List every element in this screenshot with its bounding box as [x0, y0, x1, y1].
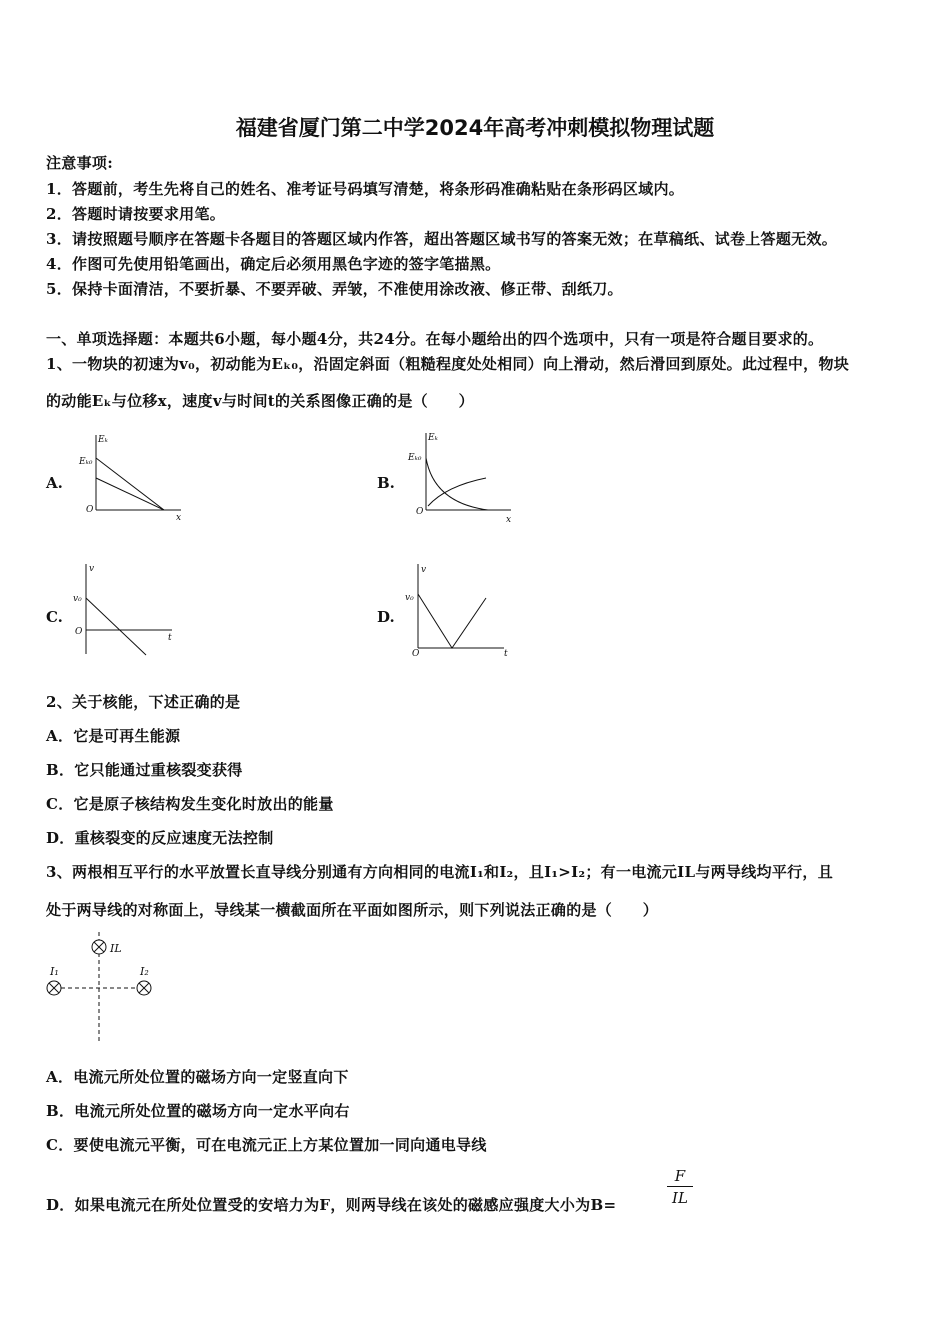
question-2-stem: 2、关于核能，下述正确的是	[46, 693, 241, 711]
label-i2: I₂	[140, 965, 149, 978]
axis-label-v0: v₀	[73, 594, 82, 604]
axis-label-ek0: Eₖ₀	[79, 457, 93, 467]
question-1-stem-cont: 的动能Eₖ与位移x，速度v与时间t的关系图像正确的是（ ）	[46, 392, 474, 410]
q2-option-c[interactable]: C．它是原子核结构发生变化时放出的能量	[46, 795, 334, 813]
q1-graph-b	[406, 428, 521, 525]
curve-line	[426, 458, 488, 510]
wire-1-symbol	[47, 981, 61, 995]
curve-line	[418, 594, 486, 648]
notice-item: 4．作图可先使用铅笔画出，确定后必须用黑色字迹的签字笔描黑。	[46, 255, 501, 273]
formula-fraction	[667, 1166, 693, 1207]
q3-wire-figure	[40, 928, 170, 1046]
question-1-stem: 1、一物块的初速为v₀，初动能为Eₖ₀，沿固定斜面（粗糙程度处处相同）向上滑动，然后滑回到原处。此过程中，物块	[46, 355, 850, 373]
notice-heading: 注意事项:	[46, 154, 114, 172]
curve-line	[96, 478, 164, 510]
origin-label: O	[75, 627, 83, 637]
origin-label: O	[412, 649, 420, 659]
axis-label-v0: v₀	[405, 593, 414, 603]
question-3-stem: 3、两根相互平行的水平放置长直导线分别通有方向相同的电流I₁和I₂，且I₁>I₂；有一电流元IL与两导线均平行，且	[46, 863, 834, 881]
q2-option-d[interactable]: D．重核裂变的反应速度无法控制	[46, 829, 274, 847]
q3-option-d[interactable]: D．如果电流元在所处位置受的安培力为F，则两导线在该处的磁感应强度大小为B=	[46, 1196, 617, 1214]
axis-label-ek: Eₖ	[428, 433, 438, 443]
q1-graph-d	[404, 562, 519, 659]
q1-option-b-label[interactable]: B.	[377, 474, 395, 492]
axis-label-t: t	[168, 633, 172, 643]
question-3-stem-cont: 处于两导线的对称面上，导线某一横截面所在平面如图所示，则下列说法正确的是（ ）	[46, 901, 659, 919]
origin-label: O	[416, 507, 424, 517]
notice-item: 5．保持卡面清洁，不要折暴、不要弄破、弄皱，不准使用涂改液、修正带、刮纸刀。	[46, 280, 623, 298]
q2-option-b[interactable]: B．它只能通过重核裂变获得	[46, 761, 243, 779]
curve-line	[96, 458, 164, 510]
label-i1: I₁	[50, 965, 59, 978]
notice-item: 1．答题前，考生先将自己的姓名、准考证号码填写清楚，将条形码准确粘贴在条形码区域内。	[46, 180, 685, 198]
q1-graph-a	[76, 430, 186, 525]
axis-label-ek0: Eₖ₀	[408, 453, 422, 463]
page-title: 福建省厦门第二中学2024年高考冲刺模拟物理试题	[235, 116, 715, 140]
current-element-symbol	[92, 940, 106, 954]
q3-option-b[interactable]: B．电流元所处位置的磁场方向一定水平向右	[46, 1102, 350, 1120]
q1-option-d-label[interactable]: D.	[377, 608, 395, 626]
q3-option-a[interactable]: A．电流元所处位置的磁场方向一定竖直向下	[46, 1068, 349, 1086]
fraction-numerator: F	[667, 1166, 693, 1187]
q3-option-c[interactable]: C．要使电流元平衡，可在电流元正上方某位置加一同向通电导线	[46, 1136, 487, 1154]
origin-label: O	[86, 505, 94, 515]
axis-label-x: x	[506, 515, 512, 525]
fraction-denominator: IL	[672, 1189, 688, 1207]
q1-graph-c	[72, 562, 182, 657]
axis-label-v: v	[421, 565, 427, 575]
axis-label-x: x	[176, 513, 182, 523]
label-il: IL	[110, 942, 122, 955]
q2-option-a[interactable]: A．它是可再生能源	[46, 727, 181, 745]
q1-option-a-label[interactable]: A.	[46, 474, 63, 492]
section-heading: 一、单项选择题：本题共6小题，每小题4分，共24分。在每小题给出的四个选项中，只有一项是符合题目要求的。	[46, 330, 824, 348]
axis-label-v: v	[89, 564, 95, 574]
curve-line	[428, 478, 486, 506]
axis-label-ek: Eₖ	[98, 435, 108, 445]
notice-item: 2．答题时请按要求用笔。	[46, 205, 226, 223]
q1-option-c-label[interactable]: C.	[46, 608, 63, 626]
curve-line	[86, 598, 146, 655]
axis-label-t: t	[504, 649, 508, 659]
notice-item: 3．请按照题号顺序在答题卡各题目的答题区域内作答，超出答题区域书写的答案无效；在草稿纸、试卷上答题无效。	[46, 230, 838, 248]
wire-2-symbol	[137, 981, 151, 995]
